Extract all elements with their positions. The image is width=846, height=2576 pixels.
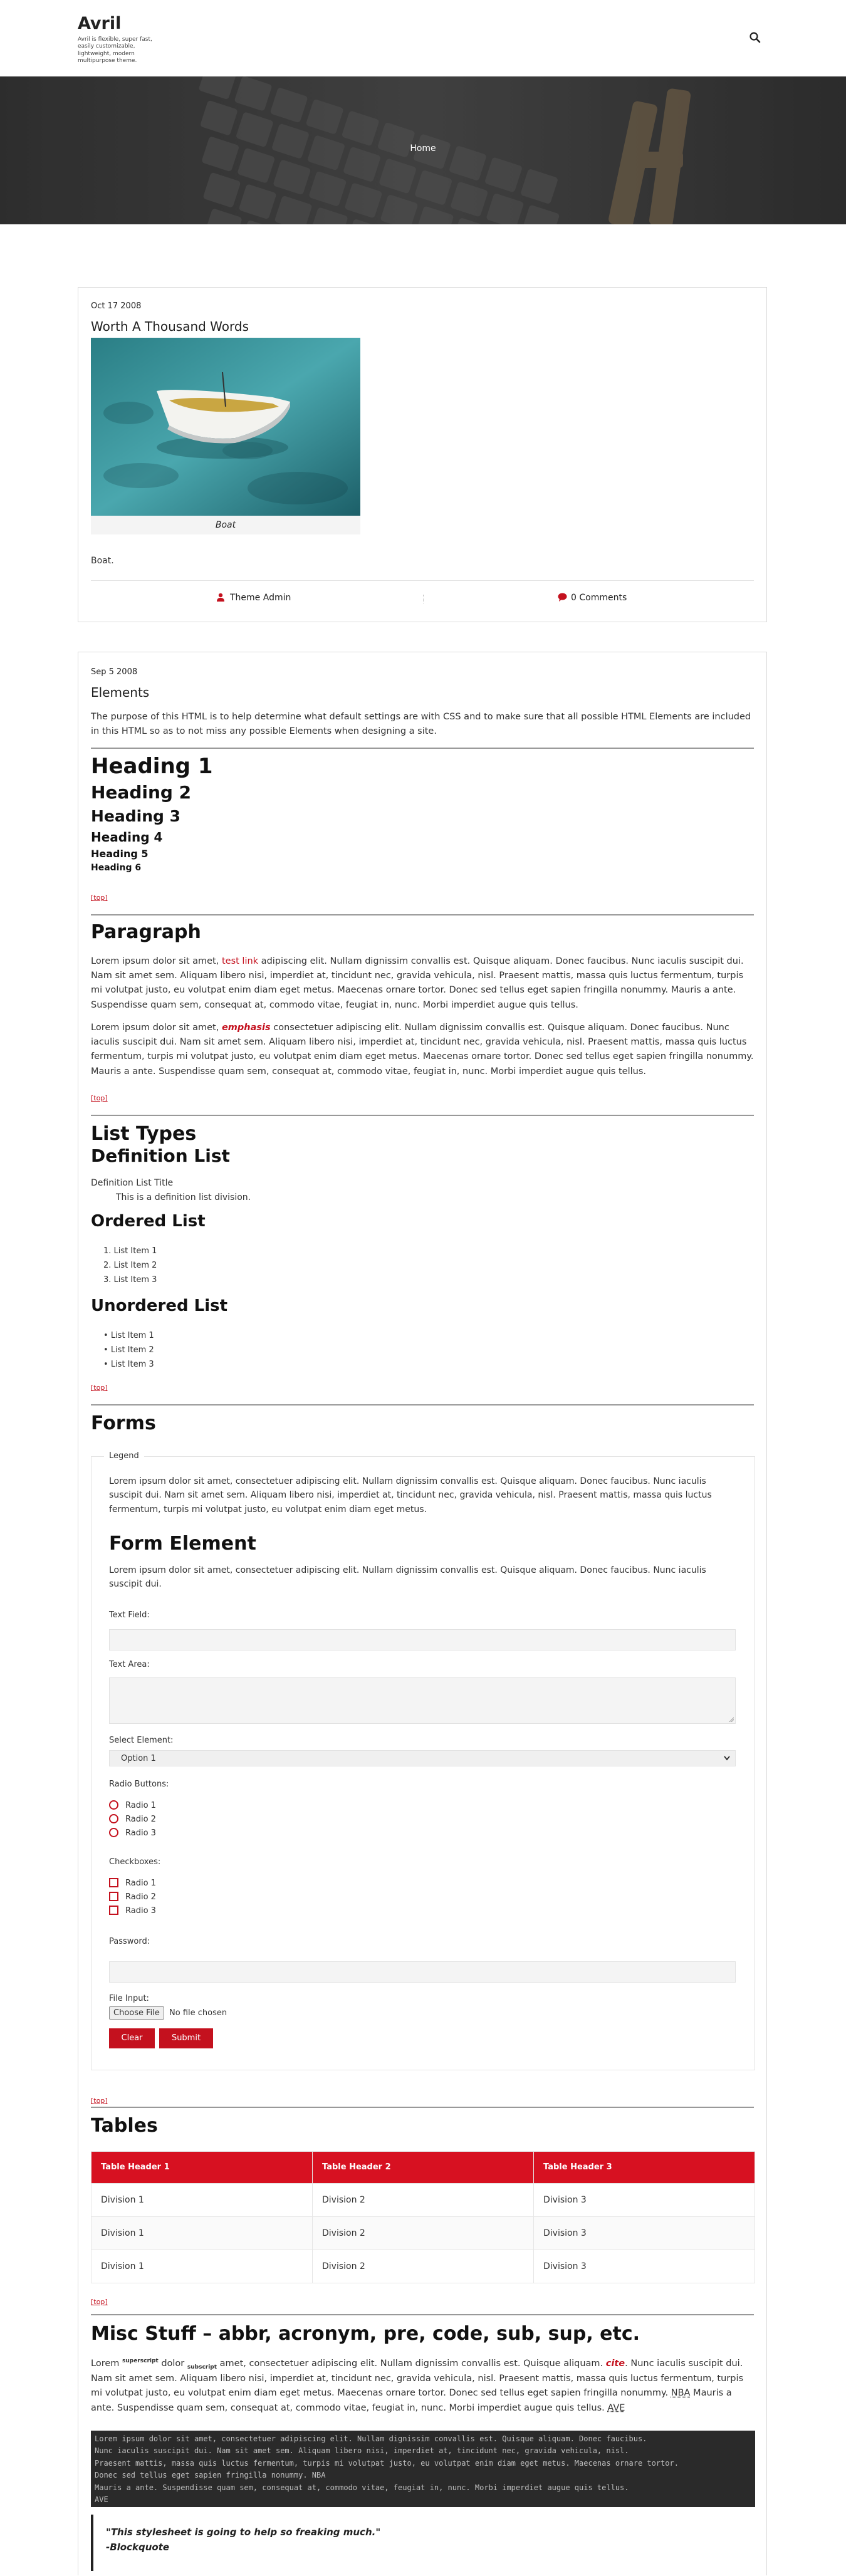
section-title-forms: Forms (91, 1412, 156, 1434)
cite-text: cite (605, 2359, 625, 2369)
section-title-tables: Tables (91, 2115, 158, 2137)
checkbox-option-label: Radio 3 (125, 1906, 156, 1916)
resize-handle-icon[interactable] (729, 1717, 734, 1722)
text-area[interactable] (109, 1677, 736, 1724)
radio-button[interactable] (109, 1800, 118, 1810)
pre-line: Nunc iaculis suscipit dui. Nam sit amet sem. Aliquam libero nisi, imperdiet at, tincidunt nec, gravida vehicula, nisl. (95, 2446, 629, 2456)
data-table (91, 2151, 755, 2283)
divider (91, 2314, 754, 2315)
table-cell: Division 2 (313, 2217, 534, 2250)
table-header-row (91, 2152, 755, 2184)
boat-image[interactable] (91, 338, 360, 516)
table-row (91, 2217, 755, 2250)
paragraph-2 (91, 1021, 755, 1079)
checkbox[interactable] (109, 1906, 118, 1915)
misc-paragraph (91, 2357, 755, 2416)
ordered-list (103, 1244, 157, 1287)
list-item: • List Item 3 (103, 1360, 154, 1369)
divider (91, 1115, 754, 1116)
definition-list-title: Definition List (91, 1145, 230, 1166)
password-field[interactable] (109, 1961, 736, 1983)
unordered-list (103, 1328, 154, 1372)
text-field-label: Text Field: (109, 1610, 150, 1620)
legend-paragraph: Lorem ipsum dolor sit amet, consectetuer adipiscing elit. Nullam dignissim convallis est. Quisque aliquam. Donec faucibus. Nunc iaculis suscipit dui. Nam sit amet sem. Aliquam libero nisi, imperdiet at, tincidunt nec, gravida vehicula, nisl. Praesent mattis, massa quis luctus fermentum, turpis mi volutpat justo, eu volutpat enim diam eget metus. (109, 1476, 712, 1515)
heading-4: Heading 4 (91, 830, 163, 845)
ordered-list-title: Ordered List (91, 1212, 206, 1231)
checkbox-option-label: Radio 1 (125, 1879, 156, 1888)
clear-button[interactable]: Clear (109, 2028, 155, 2048)
intro-paragraph: The purpose of this HTML is to help determine what default settings are with CSS and to make sure that all possible HTML Elements are included in this HTML so as to not miss any possible Elements when designing a site. (91, 712, 751, 737)
radio-label: Radio Buttons: (109, 1780, 169, 1789)
table-header: Table Header 2 (313, 2152, 534, 2184)
top-link[interactable]: [top] (91, 1094, 108, 1102)
pre-line: Donec sed tellus eget sapien fringilla nonummy. NBA (95, 2471, 326, 2480)
divider (91, 1404, 754, 1405)
user-icon (216, 593, 225, 602)
file-status: No file chosen (169, 2008, 227, 2018)
table-cell: Division 1 (91, 2217, 313, 2250)
table-cell: Division 1 (91, 2250, 313, 2283)
table-cell: Division 3 (534, 2217, 755, 2250)
para-text: Lorem (91, 2359, 122, 2369)
footer-divider (423, 595, 424, 603)
table-cell: Division 3 (534, 2184, 755, 2217)
password-label: Password: (109, 1937, 150, 1946)
list-item: 3. List Item 3 (103, 1275, 157, 1285)
image-caption: Boat (91, 516, 360, 534)
form-paragraph: Lorem ipsum dolor sit amet, consectetuer adipiscing elit. Nullam dignissim convallis est. Quisque aliquam. Donec faucibus. Nunc iaculis suscipit dui. (109, 1565, 706, 1590)
section-title-list-types: List Types (91, 1123, 197, 1145)
submit-button[interactable]: Submit (159, 2028, 213, 2048)
search-icon[interactable] (749, 31, 761, 44)
legend: Legend (104, 1450, 144, 1463)
table-cell: Division 3 (534, 2250, 755, 2283)
paragraph-1 (91, 954, 755, 1013)
radio-button[interactable] (109, 1828, 118, 1837)
quote-cite: -Blockquote (106, 2542, 170, 2553)
quote-text: "This stylesheet is going to help so freaking much." (106, 2526, 381, 2538)
table-cell: Division 1 (91, 2184, 313, 2217)
subscript-text: subscript (187, 2364, 217, 2370)
table-header: Table Header 1 (91, 2152, 313, 2184)
post-card-worth-a-thousand-words (78, 287, 767, 622)
post-title[interactable]: Worth A Thousand Words (91, 319, 249, 334)
heading-3: Heading 3 (91, 807, 181, 825)
abbr-ave: AVE (607, 2402, 625, 2413)
pre-line: Lorem ipsum dolor sit amet, consectetuer adipiscing elit. Nullam dignissim convallis est. Quisque aliquam. Donec faucibus. (95, 2434, 647, 2443)
pre-line: Mauris a ante. Suspendisse quam sem, consequat at, commodo vitae, feugiat in, nunc. Morbi imperdiet augue quis tellus. (95, 2483, 629, 2492)
heading-6: Heading 6 (91, 863, 142, 873)
list-item: 1. List Item 1 (103, 1246, 157, 1256)
para-text: dolor (158, 2359, 187, 2369)
heading-5: Heading 5 (91, 848, 149, 860)
author-meta[interactable] (216, 591, 291, 605)
divider (91, 2107, 754, 2108)
para-text: Lorem ipsum dolor sit amet, (91, 1023, 222, 1033)
section-title-misc: Misc Stuff – abbr, acronym, pre, code, sub, sup, etc. (91, 2323, 640, 2345)
post-date: Sep 5 2008 (91, 667, 138, 677)
list-item: 2. List Item 2 (103, 1261, 157, 1270)
headings-demo (91, 753, 213, 874)
superscript-text: superscript (122, 2358, 159, 2365)
entry-footer (91, 580, 754, 616)
para-text: Mauris a ante. Suspendisse quam sem, consequat at, commodo vitae, feugiat in, nunc. Morbi imperdiet augue quis tellus. (91, 2388, 732, 2413)
para-text: . Nunc iaculis suscipit dui. Nam sit amet sem. Aliquam libero nisi, imperdiet at, tincidunt nec, gravida vehicula, nisl. Praesent mattis, massa quis luctus fermentum, turpis mi volutpat justo, eu volutpat enim diam eget metus. Maecenas ornare tortor. Donec sed tellus eget sapien fringilla nonummy. (91, 2359, 744, 2399)
table-header: Table Header 3 (534, 2152, 755, 2184)
radio-button[interactable] (109, 1814, 118, 1823)
section-title-paragraph: Paragraph (91, 921, 201, 943)
table-cell: Division 2 (313, 2250, 534, 2283)
text-field[interactable] (109, 1629, 736, 1650)
site-header (0, 0, 846, 76)
hero-banner (0, 76, 846, 224)
blockquote (91, 2515, 755, 2571)
pre-line: AVE (95, 2495, 108, 2505)
radio-option-label: Radio 2 (125, 1815, 156, 1824)
file-input[interactable] (109, 2006, 227, 2020)
figure (91, 338, 360, 534)
para-text: consectetuer adipiscing elit. Nullam dignissim convallis est. Quisque aliquam. Donec faucibus. Nunc iaculis suscipit dui. Nam sit amet sem. Aliquam libero nisi, imperdiet at, tincidunt nec, gravida vehicula, nisl. Praesent mattis, massa quis luctus fermentum, turpis mi volutpat justo, eu volutpat enim diam eget metus. Maecenas ornare tortor. Donec sed tellus eget sapien fringilla nonummy. Mauris a ante. Suspendisse quam sem, consequat at, commodo vitae, feugiat in, nunc. Morbi imperdiet augue quis tellus. (91, 1023, 754, 1077)
comments-count[interactable]: 0 Comments (571, 593, 627, 603)
author-name[interactable]: Theme Admin (230, 593, 291, 603)
checkbox-option-label: Radio 2 (125, 1892, 156, 1902)
preformatted-block (91, 2431, 755, 2507)
comment-icon (558, 593, 567, 602)
choose-file-button[interactable]: Choose File (109, 2006, 164, 2020)
unordered-list-title: Unordered List (91, 1296, 228, 1315)
text-area-label: Text Area: (109, 1660, 150, 1669)
test-link[interactable]: test link (221, 956, 259, 966)
hero-breadcrumb-home[interactable]: Home (410, 143, 436, 154)
list-item: • List Item 2 (103, 1345, 154, 1355)
select-value: Option 1 (121, 1754, 156, 1763)
table-row (91, 2250, 755, 2283)
heading-1: Heading 1 (91, 754, 213, 779)
site-title[interactable]: Avril (78, 14, 122, 33)
list-item: • List Item 1 (103, 1331, 154, 1340)
table-row (91, 2184, 755, 2217)
form-element-title: Form Element (109, 1533, 256, 1555)
para-text: adipiscing elit. Nullam dignissim convallis est. Quisque aliquam. Donec faucibus. Nunc iaculis suscipit dui. Nam sit amet sem. Aliquam libero nisi, imperdiet at, tincidunt nec, gravida vehicula, nisl. Praesent mattis, massa quis luctus fermentum, turpis mi volutpat justo, eu volutpat enim diam eget metus. Maecenas ornare tortor. Donec sed tellus eget sapien fringilla nonummy. Mauris a ante. Suspendisse quam sem, consequat at, commodo vitae, feugiat in, nunc. Morbi imperdiet augue quis tellus. (91, 956, 744, 1010)
top-link[interactable]: [top] (91, 1384, 108, 1392)
checkbox[interactable] (109, 1878, 118, 1887)
para-text: Lorem ipsum dolor sit amet, (91, 956, 222, 966)
top-link[interactable]: [top] (91, 2097, 108, 2105)
post-card-elements (78, 652, 767, 2575)
file-input-label: File Input: (109, 1994, 149, 2003)
select-label: Select Element: (109, 1736, 174, 1745)
table-cell: Division 2 (313, 2184, 534, 2217)
post-date: Oct 17 2008 (91, 301, 142, 311)
top-link[interactable]: [top] (91, 2298, 108, 2306)
divider (91, 914, 754, 915)
radio-option-label: Radio 1 (125, 1801, 156, 1810)
comments-meta[interactable] (558, 591, 627, 605)
divider (91, 748, 754, 749)
dl-term: Definition List Title (91, 1178, 174, 1188)
top-link[interactable]: [top] (91, 894, 108, 902)
checkbox-label: Checkboxes: (109, 1857, 161, 1867)
emphasis-text: emphasis (221, 1023, 271, 1033)
radio-option-label: Radio 3 (125, 1828, 156, 1838)
chevron-down-icon (724, 1756, 730, 1761)
abbr-nba: NBA (671, 2388, 691, 2399)
select-element[interactable] (109, 1750, 736, 1766)
para-text: amet, consectetuer adipiscing elit. Nullam dignissim convallis est. Quisque aliquam. (217, 2359, 606, 2369)
checkbox[interactable] (109, 1892, 118, 1901)
heading-2: Heading 2 (91, 782, 192, 803)
dl-description: This is a definition list division. (116, 1192, 251, 1202)
fieldset (91, 1451, 755, 2070)
post-excerpt: Boat. (91, 556, 114, 566)
post-title[interactable]: Elements (91, 685, 150, 700)
site-description: Avril is flexible, super fast, easily customizable, lightweight, modern multipurpose theme. (78, 36, 152, 64)
pre-line: Praesent mattis, massa quis luctus fermentum, turpis mi volutpat justo, eu volutpat enim diam eget metus. Maecenas ornare tortor. (95, 2458, 679, 2468)
